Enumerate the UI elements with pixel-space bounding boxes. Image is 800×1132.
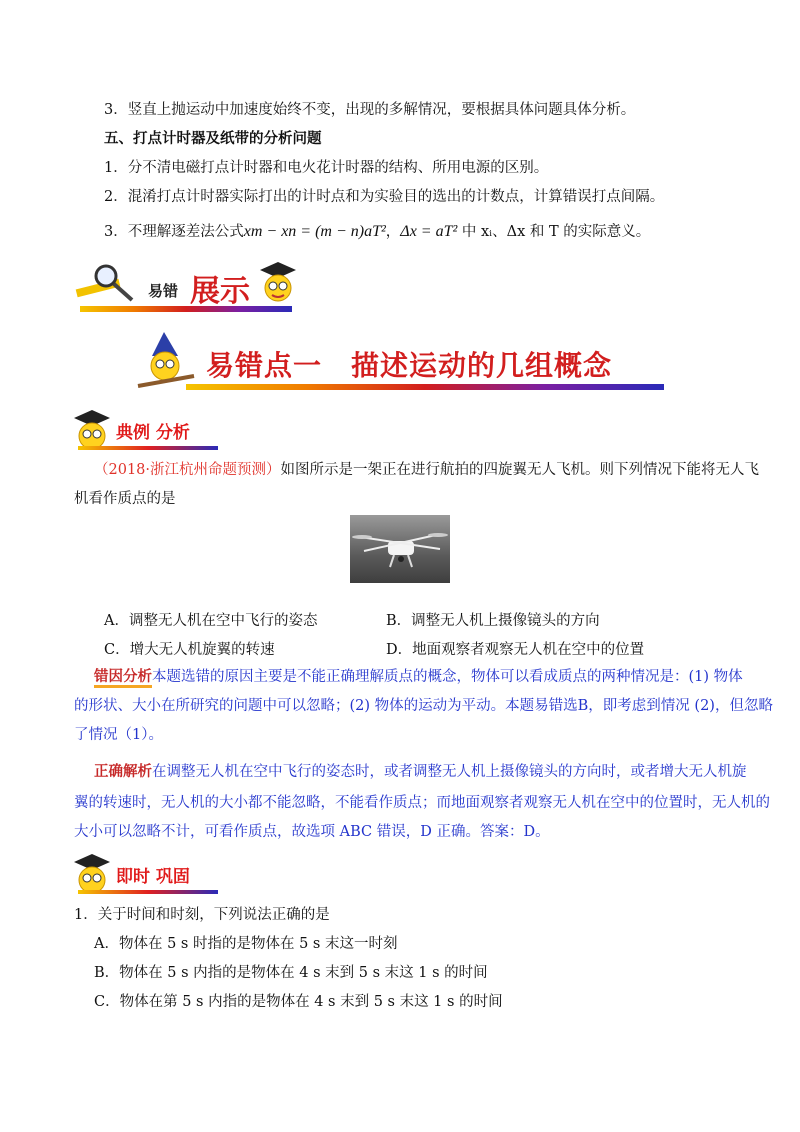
practice-header-underline — [78, 890, 218, 894]
correct-analysis-line-1 — [94, 762, 747, 782]
practice-header-title: 即时 巩固 — [116, 867, 190, 887]
s5-item-3-sep: ， — [385, 224, 401, 240]
practice-option-c: C．物体在第 5 s 内指的是物体在 4 s 末到 5 s 末这 1 s 的时间 — [94, 994, 503, 1010]
error-analysis-tag: 错因分析 — [94, 669, 152, 688]
option-d: D．地面观察者观察无人机在空中的位置 — [386, 642, 645, 658]
section-5-title: 五、打点计时器及纸带的分析问题 — [104, 131, 322, 147]
example-header-title: 典例 分析 — [116, 423, 190, 443]
banner-2-title: 易错点一 描述运动的几组概念 — [206, 349, 613, 382]
banner-1-underline — [80, 306, 292, 312]
banner-1-small: 易错 — [148, 282, 179, 300]
question-text-1: 如图所示是一架正在进行航拍的四旋翼无人飞机。则下列情况下能将无人飞 — [280, 462, 760, 478]
s5-item-3-prefix: 3．不理解逐差法公式 — [104, 224, 244, 240]
formula-2: Δx = aT² — [400, 223, 458, 240]
option-a: A．调整无人机在空中飞行的姿态 — [104, 613, 318, 629]
s5-item-3-suffix: 中 xᵢ、Δx 和 T 的实际意义。 — [457, 224, 651, 240]
error-analysis-line-1 — [94, 667, 743, 687]
question-line-1 — [94, 460, 759, 480]
practice-header — [72, 852, 222, 896]
error-analysis-line-2: 的形状、大小在所研究的问题中可以忽略；(2) 物体的运动为平动。本题易错选B，即考虑到情况 (2)，但忽略 — [74, 698, 773, 714]
banner-2-underline — [186, 384, 664, 390]
correct-analysis-line-3: 大小可以忽略不计，可看作质点，故选项 ABC 错误，D 正确。答案：D。 — [74, 824, 550, 840]
practice-q1: 1．关于时间和时刻，下列说法正确的是 — [74, 907, 330, 923]
example-header — [72, 408, 222, 452]
s5-item-2: 2．混淆打点计时器实际打出的计时点和为实验目的选出的计数点，计算错误打点间隔。 — [104, 189, 665, 205]
item-3: 3．竖直上抛运动中加速度始终不变，出现的多解情况，要根据具体问题具体分析。 — [104, 102, 636, 118]
practice-option-b: B．物体在 5 s 内指的是物体在 4 s 末到 5 s 末这 1 s 的时间 — [94, 965, 488, 981]
correct-analysis-line-2: 翼的转速时，无人机的大小都不能忽略，不能看作质点；而地面观察者观察无人机在空中的位置时，无人机的 — [74, 795, 770, 811]
correct-analysis-tag: 正确解析 — [94, 764, 152, 780]
option-b: B．调整无人机上摄像镜头的方向 — [386, 613, 600, 629]
banner-1 — [72, 262, 300, 314]
banner-1-big: 展示 — [190, 274, 250, 309]
banner-2 — [134, 330, 666, 392]
s5-item-1: 1．分不清电磁打点计时器和电火花计时器的结构、所用电源的区别。 — [104, 160, 549, 176]
correct-analysis-text-1: 在调整无人机在空中飞行的姿态时，或者调整无人机上摄像镜头的方向时，或者增大无人机旋 — [152, 764, 747, 780]
s5-item-3 — [104, 222, 650, 242]
error-analysis-text-1: 本题选错的原因主要是不能正确理解质点的概念，物体可以看成质点的两种情况是：(1) 物体 — [152, 669, 743, 685]
question-line-2: 机看作质点的是 — [74, 491, 176, 507]
drone-photo — [350, 515, 450, 583]
error-analysis-line-3: 了情况（1）。 — [74, 727, 163, 743]
formula-1: xm − xn = (m − n)aT² — [243, 223, 386, 240]
drone-icon — [350, 515, 450, 583]
question-source: （2018·浙江杭州命题预测） — [94, 462, 281, 478]
option-c: C．增大无人机旋翼的转速 — [104, 642, 275, 658]
wizard-mascot-icon — [134, 330, 198, 392]
scholar-mascot-icon — [258, 260, 298, 306]
magnifier-icon — [72, 262, 142, 312]
practice-option-a: A．物体在 5 s 时指的是物体在 5 s 末这一时刻 — [94, 936, 398, 952]
example-header-underline — [78, 446, 218, 450]
